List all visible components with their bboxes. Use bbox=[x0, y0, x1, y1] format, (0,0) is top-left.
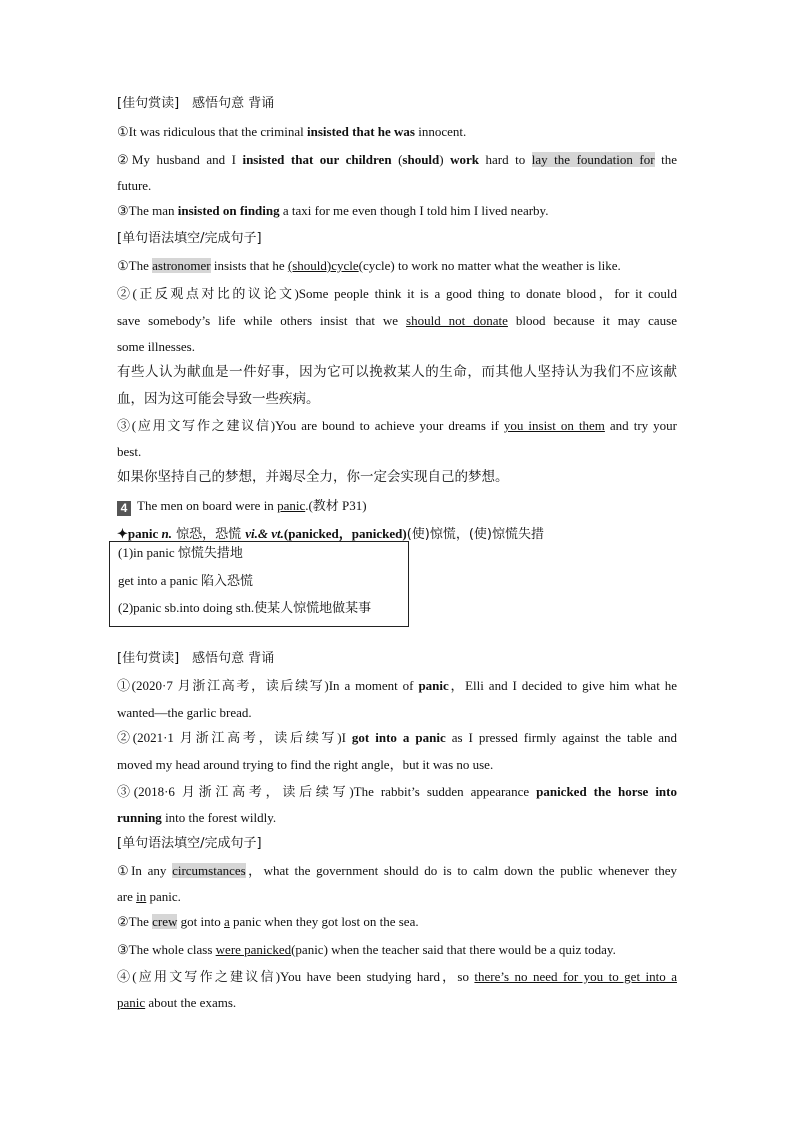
text: ③(2018·6 月浙江高考，读后续写)The rabbit’s sudden appearance bbox=[117, 784, 537, 799]
text: (panic) when the teacher said that there would be a quiz today. bbox=[291, 942, 616, 957]
exercise-2-translation-1: 有些人认为献血是一件好事，因为它可以挽救某人的生命，而其他人坚持认为我们不应该献 bbox=[117, 364, 677, 380]
answer: a bbox=[223, 914, 230, 929]
section-header-appreciation-2: [佳句赏读] 感悟句意 背诵 bbox=[117, 651, 275, 666]
panic-sentence-1 bbox=[117, 678, 677, 694]
exercise-2-translation-2: 血，因为这可能会导致一些疾病。 bbox=[117, 391, 320, 407]
text: ③(应用文写作之建议信)You are bound to achieve your dreams if bbox=[117, 418, 504, 433]
panic-exercise-1-cont bbox=[117, 889, 181, 905]
phrase-box-line: get into a panic 陷入恐慌 bbox=[118, 573, 254, 588]
text: the bbox=[654, 152, 677, 167]
bold-phrase: got into a panic bbox=[351, 730, 446, 745]
text: ①It was ridiculous that the criminal bbox=[117, 124, 307, 139]
underlined-word: panic bbox=[277, 498, 306, 513]
panic-exercise-3 bbox=[117, 942, 616, 958]
panic-sentence-2-cont: moved my head around trying to find the right angle，but it was no use. bbox=[117, 757, 494, 772]
text: panic when they got lost on the sea. bbox=[229, 914, 419, 929]
text: .(教材 P31) bbox=[305, 498, 367, 513]
text: ②The bbox=[117, 914, 153, 929]
panic-exercise-1 bbox=[117, 863, 677, 879]
text: ②My husband and I bbox=[117, 152, 243, 167]
text: ，Elli and I decided to give him what he bbox=[448, 678, 677, 693]
text: about the exams. bbox=[145, 995, 237, 1010]
text: The men on board were in bbox=[137, 498, 278, 513]
text: (cycle) to work no matter what the weather is like. bbox=[358, 258, 621, 273]
highlighted-word: astronomer bbox=[152, 258, 211, 273]
item-number-badge: 4 bbox=[117, 501, 131, 516]
exercise-1 bbox=[117, 258, 621, 274]
text: ①The bbox=[117, 258, 153, 273]
highlighted-phrase: lay the foundation for bbox=[531, 152, 655, 167]
text: ①(2020·7 月浙江高考，读后续写)In a moment of bbox=[117, 678, 419, 693]
meaning: 惊恐，恐慌 bbox=[171, 527, 246, 542]
section-header-appreciation: [佳句赏读] 感悟句意 背诵 bbox=[117, 96, 275, 111]
text: insists that he bbox=[210, 258, 288, 273]
panic-exercise-4 bbox=[117, 969, 677, 985]
text: ①In any bbox=[117, 863, 173, 878]
bold-phrase: running bbox=[117, 810, 162, 825]
text: and try your bbox=[604, 418, 677, 433]
answer: should not donate bbox=[406, 313, 508, 328]
panic-exercise-4-cont bbox=[117, 995, 236, 1011]
headword: ✦panic bbox=[117, 526, 162, 541]
text: ，what the government should do is to calm down the public whenever they bbox=[245, 863, 677, 878]
highlighted-word: crew bbox=[152, 914, 178, 929]
text: hard to bbox=[479, 152, 532, 167]
text: are bbox=[117, 889, 137, 904]
section-header-exercise-2: [单句语法填空/完成句子] bbox=[117, 836, 262, 851]
text: ③The whole class bbox=[117, 942, 216, 957]
bold-phrase: insisted on finding bbox=[177, 203, 280, 218]
example-sentence-2 bbox=[117, 152, 677, 168]
bold-phrase: panic bbox=[418, 678, 449, 693]
meaning: (使)惊慌，(使)惊慌失措 bbox=[406, 527, 544, 542]
answer: panic bbox=[117, 995, 146, 1010]
panic-sentence-1-cont: wanted—the garlic bread. bbox=[117, 705, 252, 720]
exercise-3 bbox=[117, 418, 677, 434]
panic-sentence-2 bbox=[117, 730, 677, 746]
answer: were panicked bbox=[215, 942, 292, 957]
exercise-2-line-3: some illnesses. bbox=[117, 339, 195, 354]
exercise-2-line-1: ②(正反观点对比的议论文)Some people think it is a good thing to donate blood，for it could bbox=[117, 286, 677, 301]
text: ) bbox=[439, 152, 451, 167]
part-of-speech: vi.& vt. bbox=[245, 526, 284, 541]
panic-exercise-2 bbox=[117, 914, 419, 930]
text: blood because it may cause bbox=[507, 313, 677, 328]
example-sentence-3 bbox=[117, 203, 548, 219]
highlighted-word: circumstances bbox=[172, 863, 246, 878]
panic-sentence-3-cont bbox=[117, 810, 276, 826]
item-4-heading bbox=[117, 498, 367, 516]
text: ④(应用文写作之建议信)You have been studying hard，so bbox=[117, 969, 475, 984]
answer: you insist on them bbox=[503, 418, 605, 433]
phrase-box-line: (2)panic sb.into doing sth.使某人惊慌地做某事 bbox=[118, 600, 372, 615]
bold-phrase: panicked the horse into bbox=[536, 784, 677, 799]
verb-forms: (panicked，panicked) bbox=[283, 526, 407, 541]
bold-phrase: work bbox=[450, 152, 480, 167]
answer: (should)cycle bbox=[287, 258, 359, 273]
exercise-3-cont: best. bbox=[117, 444, 142, 459]
text: innocent. bbox=[415, 124, 467, 139]
answer: there’s no need for you to get into a bbox=[474, 969, 677, 984]
text: save somebody’s life while others insist that we bbox=[117, 313, 407, 328]
answer: in bbox=[136, 889, 147, 904]
phrase-box bbox=[109, 541, 409, 627]
text: a taxi for me even though I told him I lived nearby. bbox=[279, 203, 549, 218]
exercise-3-translation: 如果你坚持自己的梦想，并竭尽全力，你一定会实现自己的梦想。 bbox=[117, 469, 509, 485]
bold-phrase: insisted that he was bbox=[307, 124, 415, 139]
text: got into bbox=[177, 914, 224, 929]
text: panic. bbox=[146, 889, 181, 904]
text: ③The man bbox=[117, 203, 178, 218]
text: ②(2021·1 月浙江高考，读后续写)I bbox=[117, 730, 352, 745]
bold-phrase: should bbox=[402, 152, 440, 167]
example-sentence-2-cont: future. bbox=[117, 178, 152, 193]
part-of-speech: n. bbox=[161, 526, 172, 541]
bold-phrase: insisted that our children bbox=[242, 152, 392, 167]
text: into the forest wildly. bbox=[161, 810, 277, 825]
phrase-box-line: (1)in panic 惊慌失措地 bbox=[118, 545, 243, 560]
text: ( bbox=[391, 152, 403, 167]
example-sentence-1 bbox=[117, 124, 466, 140]
text: as I pressed firmly against the table and bbox=[445, 730, 677, 745]
panic-sentence-3 bbox=[117, 784, 677, 800]
section-header-exercise: [单句语法填空/完成句子] bbox=[117, 231, 262, 246]
exercise-2-line-2 bbox=[117, 313, 677, 329]
